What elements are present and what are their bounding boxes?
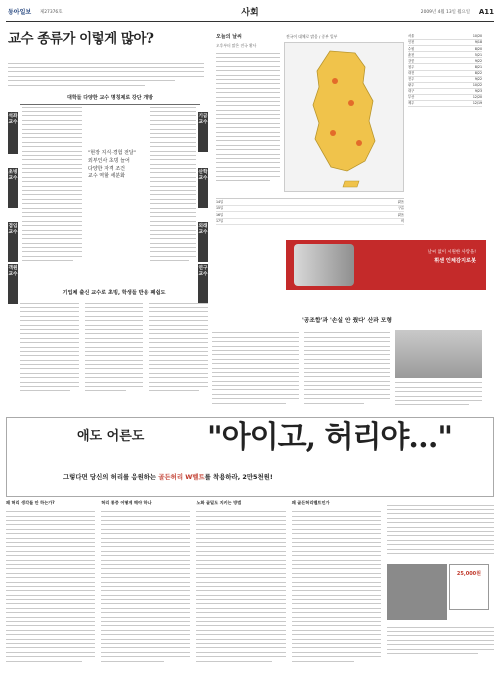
ad-column-1 bbox=[6, 500, 95, 685]
article-photo bbox=[395, 330, 482, 378]
city-name: 인천 bbox=[408, 40, 415, 45]
section-title: 사회 bbox=[241, 8, 259, 18]
right-article-title: '공조합'과 '손실 안 줬다' 산과 모형 bbox=[302, 318, 392, 324]
forecast-value: 구름 bbox=[397, 206, 404, 211]
ad-lead-text: 애도 어른도 bbox=[77, 429, 145, 444]
ad-column-title: 왜 허리 생각들 안 하는가? bbox=[6, 500, 55, 505]
ad-body-columns bbox=[6, 500, 494, 685]
ad-tagline-pre: 그렇다면 당신의 허리를 응원하는 bbox=[63, 473, 159, 481]
category-right-4: 연구교수 bbox=[198, 264, 208, 304]
highlight-line-4: 교수 역할 세분화 bbox=[88, 173, 125, 180]
ad-column-title: 왜 골든허리벨트인가 bbox=[291, 500, 330, 505]
city-name: 제주 bbox=[408, 101, 415, 106]
city-name: 대전 bbox=[408, 70, 415, 75]
weather-section bbox=[212, 30, 482, 270]
city-name: 대구 bbox=[408, 89, 415, 94]
belt-advertisement[interactable] bbox=[6, 417, 494, 497]
weather-text bbox=[216, 50, 280, 182]
city-name: 강릉 bbox=[408, 58, 415, 63]
body-column-1 bbox=[22, 104, 82, 284]
city-temp: 9/18 bbox=[474, 40, 482, 45]
product-price: 25,000원 bbox=[456, 571, 481, 577]
body-column-2 bbox=[150, 104, 196, 284]
ad-tagline bbox=[63, 473, 273, 482]
forecast-day: 17일 bbox=[216, 219, 224, 224]
weather-title: 오늘의 날씨 bbox=[216, 34, 242, 40]
forecast-value: 맑음 bbox=[397, 212, 404, 217]
ad-main-slogan: "아이고, 허리야…" bbox=[207, 420, 453, 455]
ad-column-4 bbox=[292, 500, 381, 685]
highlight-text-block bbox=[88, 150, 148, 181]
city-temperature-table bbox=[408, 34, 482, 214]
newspaper-brand: 동아일보 bbox=[8, 9, 32, 16]
sun-icon bbox=[330, 130, 336, 136]
appliance-ad[interactable] bbox=[286, 240, 486, 290]
issue-number: 제27376호 bbox=[40, 10, 63, 15]
category-right-2: 산학교수 bbox=[198, 168, 208, 208]
highlight-line-3: 다양한 자격 조건 bbox=[88, 165, 125, 172]
forecast-day: 14일 bbox=[216, 199, 224, 204]
ad-column-title: 허리 통증 어떻게 해야 하나 bbox=[101, 500, 152, 505]
city-name: 수원 bbox=[408, 46, 415, 51]
city-temp: 5/21 bbox=[474, 52, 482, 57]
ad-slogan: 날씨 없이 시원한 사랑을! bbox=[427, 250, 476, 255]
page-header bbox=[6, 6, 494, 22]
ad-column-title: 노화 골밀도 지키는 방법 bbox=[196, 500, 242, 505]
product-photo bbox=[387, 564, 447, 620]
city-name: 서울 bbox=[408, 34, 415, 39]
lede-text bbox=[8, 60, 204, 88]
category-right-3: 외래교수 bbox=[198, 222, 208, 262]
city-name: 춘천 bbox=[408, 52, 415, 57]
city-name: 광주 bbox=[408, 83, 415, 88]
city-name: 청주 bbox=[408, 64, 415, 69]
category-left-2: 초빙교수 bbox=[8, 168, 18, 208]
city-temp: 10/22 bbox=[472, 83, 482, 88]
category-left-4: 객원교수 bbox=[8, 264, 18, 304]
infobox-title: 대학들 다양한 교수 명칭제로 강단 개방 bbox=[20, 95, 200, 105]
product-card[interactable] bbox=[449, 564, 489, 610]
city-temp: 10/20 bbox=[472, 34, 482, 39]
sun-icon bbox=[348, 100, 354, 106]
sun-icon bbox=[356, 140, 362, 146]
ad-tagline-post: 를 착용하라, 2만5천원! bbox=[204, 473, 273, 481]
city-name: 전주 bbox=[408, 77, 415, 82]
page-number: A11 bbox=[478, 8, 494, 16]
city-temp: 8/21 bbox=[474, 64, 482, 69]
city-row bbox=[408, 101, 482, 107]
forecast-value: 비 bbox=[400, 219, 404, 224]
korea-map-icon bbox=[285, 43, 405, 193]
corporate-box-title: 기업체 출신 교수로 초빙, 학생들 반응 폐쉽도 bbox=[62, 290, 166, 296]
city-temp: 9/22 bbox=[474, 58, 482, 63]
corporate-box-text bbox=[20, 300, 208, 392]
corporate-professor-box bbox=[20, 290, 208, 406]
issue-date: 2009년 4월 13일 월요일 bbox=[420, 10, 470, 15]
forecast-day: 16일 bbox=[216, 212, 224, 217]
forecast-day: 15일 bbox=[216, 206, 224, 211]
city-temp: 9/23 bbox=[474, 89, 482, 94]
city-name: 부산 bbox=[408, 95, 415, 100]
right-article bbox=[212, 318, 482, 414]
category-right-1: 기금교수 bbox=[198, 112, 208, 152]
sun-icon bbox=[332, 78, 338, 84]
weather-subtitle: 오후부터 맑은 전국 황사 bbox=[216, 43, 257, 48]
map-header: 전국이 대체로 맑음 / 중부 일부 bbox=[286, 34, 338, 39]
city-temp: 12/20 bbox=[472, 95, 482, 100]
forecast-row bbox=[216, 219, 404, 226]
ad-photo bbox=[294, 244, 354, 286]
highlight-line-1: "현장 지식·경험 전달" bbox=[88, 150, 137, 156]
ad-column-2 bbox=[101, 500, 190, 685]
city-temp: 8/20 bbox=[474, 46, 482, 51]
korea-weather-map bbox=[284, 42, 404, 192]
forecast-value: 맑음 bbox=[397, 199, 404, 204]
ad-product: 휘센 인체감지로봇 bbox=[434, 258, 476, 264]
category-left-3: 겸임교수 bbox=[8, 222, 18, 262]
highlight-line-2: 외부인사 초빙 늘어 bbox=[88, 157, 130, 164]
main-headline: 교수 종류가 이렇게 많아? bbox=[8, 31, 154, 47]
city-temp: 9/22 bbox=[474, 77, 482, 82]
city-temp: 12/19 bbox=[472, 101, 482, 106]
category-left-1: 석좌교수 bbox=[8, 112, 18, 154]
product-box[interactable] bbox=[387, 500, 494, 670]
city-temp: 8/22 bbox=[474, 70, 482, 75]
ad-tagline-product: 골든허리 W벨트 bbox=[158, 473, 205, 481]
ad-column-3 bbox=[196, 500, 285, 685]
